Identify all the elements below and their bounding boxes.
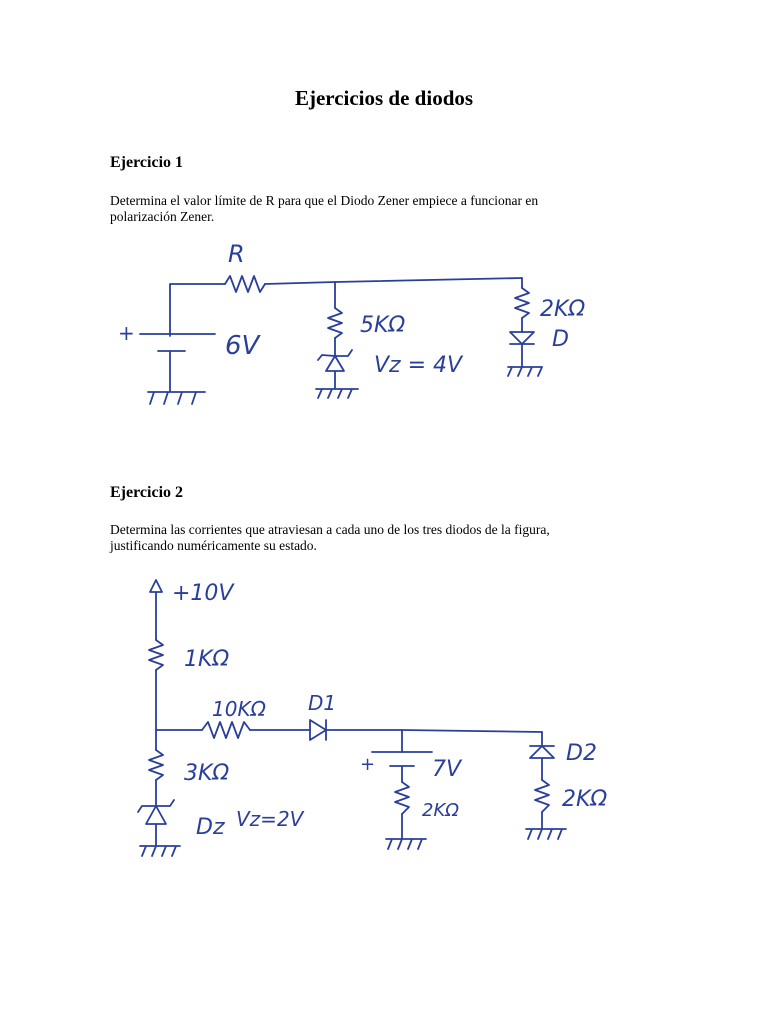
circuit-diagram-1: [110, 236, 700, 416]
label-d: D: [552, 327, 569, 352]
ground-mid-symbol: [316, 389, 358, 398]
label-10k: 10KΩ: [212, 697, 266, 721]
exercise-1-text-line-2: polarización Zener.: [110, 209, 215, 224]
ground-right-symbol: [508, 367, 542, 376]
resistor-2k-mid-symbol: [395, 782, 409, 814]
label-5k: 5KΩ: [360, 313, 406, 338]
resistor-5k-symbol: [328, 308, 342, 338]
label-vz-2v: Vz=2V: [236, 807, 304, 831]
circuit-diagram-2: [110, 570, 660, 880]
supply-arrow-symbol: [150, 580, 162, 640]
label-1k: 1KΩ: [184, 647, 230, 672]
exercise-1-heading: Ejercicio 1: [110, 154, 184, 171]
battery-7v-symbol: [372, 752, 432, 782]
label-d2: D2: [566, 741, 597, 766]
label-dz: Dz: [196, 815, 225, 840]
label-2k-mid: 2KΩ: [422, 800, 460, 821]
document-title: Ejercicios de diodos: [294, 86, 474, 110]
label-7v: 7V: [432, 757, 462, 782]
label-2k-right: 2KΩ: [562, 787, 608, 812]
exercise-2-text-line-2: justificando numéricamente su estado.: [110, 538, 317, 553]
diode-d-symbol: [510, 332, 534, 366]
exercise-2-text-line-1: Determina las corrientes que atraviesan a cada uno de los tres diodos de la figura,: [110, 522, 550, 537]
resistor-2k-symbol: [515, 288, 529, 318]
label-6v: 6V: [225, 331, 260, 361]
resistor-r-symbol: [225, 276, 265, 292]
label-d1: D1: [308, 691, 337, 715]
resistor-3k-symbol: [149, 750, 163, 780]
ground-left-symbol: [140, 846, 180, 856]
zener-dz-symbol: [138, 800, 174, 845]
label-battery-plus: +: [360, 754, 376, 775]
resistor-2k-right-symbol: [535, 780, 549, 812]
zener-symbol: [318, 350, 352, 388]
diode-d1-symbol: [310, 720, 326, 740]
resistor-10k-symbol: [202, 722, 250, 738]
exercise-1-text-line-1: Determina el valor límite de R para que el Diodo Zener empiece a funcionar en: [110, 193, 539, 208]
label-battery-plus: +: [118, 321, 135, 345]
battery-symbol: [140, 334, 215, 391]
exercise-2-heading: Ejercicio 2: [110, 484, 184, 501]
exercise-1-text: [110, 193, 630, 225]
diode-d2-symbol: [530, 746, 554, 780]
label-vz-4v: Vz = 4V: [374, 353, 463, 378]
ground-left-symbol: [148, 392, 205, 404]
label-r: R: [228, 240, 245, 268]
ground-mid-symbol: [386, 839, 426, 849]
label-3k: 3KΩ: [184, 761, 230, 786]
exercise-2-text: [110, 522, 630, 554]
label-supply: +10V: [172, 581, 234, 606]
resistor-1k-symbol: [149, 640, 163, 670]
label-2k: 2KΩ: [540, 297, 586, 322]
ground-right-symbol: [526, 829, 566, 839]
